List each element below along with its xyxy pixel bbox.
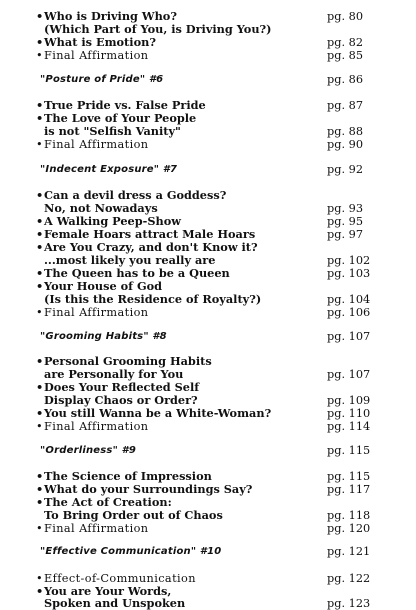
entry-page: pg. 115 xyxy=(327,470,371,483)
entry-text: • True Pride vs. False Pride xyxy=(36,99,206,112)
entry-text: • Personal Grooming Habits xyxy=(36,355,212,368)
section-heading: "Indecent Exposure" #7 xyxy=(40,164,178,175)
entry-text: • The Act of Creation: xyxy=(36,496,172,509)
toc-entry xyxy=(36,420,398,433)
toc-entry xyxy=(36,597,398,610)
entry-text: To Bring Order out of Chaos xyxy=(44,508,223,522)
entry-page: pg. 109 xyxy=(327,394,371,407)
section-heading: "Grooming Habits" #8 xyxy=(40,331,167,342)
entry-page: pg. 114 xyxy=(327,420,371,433)
toc-entry xyxy=(36,36,398,49)
entry-page: pg. 93 xyxy=(327,202,364,215)
entry-text: • Final Affirmation xyxy=(36,522,148,535)
entry-page: pg. 102 xyxy=(327,254,371,267)
entry-text: • A Walking Peep-Show xyxy=(36,215,181,228)
toc-entry xyxy=(36,407,398,420)
section-heading: "Effective Communication" #10 xyxy=(40,546,222,557)
entry-page: pg. 120 xyxy=(327,522,371,535)
entry-text: • Final Affirmation xyxy=(36,420,148,433)
toc-entry xyxy=(36,522,398,535)
entry-text: • Final Affirmation xyxy=(36,49,148,62)
entry-text: • Final Affirmation xyxy=(36,306,148,319)
entry-text: • You are Your Words, xyxy=(36,585,171,598)
entry-text: • You still Wanna be a White-Woman? xyxy=(36,407,271,420)
entry-text: • What is Emotion? xyxy=(36,36,156,49)
toc-entry xyxy=(36,49,398,62)
entry-text: Spoken and Unspoken xyxy=(44,596,186,610)
entry-page: pg. 117 xyxy=(327,483,371,496)
entry-text: (Which Part of You, is Driving You?) xyxy=(44,22,272,36)
entry-page: pg. 80 xyxy=(327,10,364,23)
entry-page: pg. 85 xyxy=(327,49,364,62)
toc-entry xyxy=(36,125,398,138)
entry-text: is not "Selfish Vanity" xyxy=(44,124,181,138)
section-heading-page: pg. 92 xyxy=(327,163,364,176)
entry-text: • Your House of God xyxy=(36,280,162,293)
entry-page: pg. 122 xyxy=(327,572,371,585)
entry-text: ...most likely you really are xyxy=(44,253,216,267)
entry-text: (Is this the Residence of Royalty?) xyxy=(44,292,262,306)
entry-page: pg. 88 xyxy=(327,125,364,138)
entry-page: pg. 82 xyxy=(327,36,364,49)
section-heading: "Posture of Pride" #6 xyxy=(40,74,164,85)
toc-entry xyxy=(36,293,398,306)
entry-text: • Are You Crazy, and don't Know it? xyxy=(36,241,258,254)
entry-page: pg. 95 xyxy=(327,215,364,228)
entry-page: pg. 97 xyxy=(327,228,364,241)
entry-page: pg. 90 xyxy=(327,138,364,151)
entry-text: • Who is Driving Who? xyxy=(36,10,177,23)
entry-text: • Can a devil dress a Goddess? xyxy=(36,189,226,202)
section-heading: "Orderliness" #9 xyxy=(40,445,136,456)
entry-page: pg. 123 xyxy=(327,597,371,610)
entry-text: are Personally for You xyxy=(44,367,184,381)
entry-page: pg. 118 xyxy=(327,509,371,522)
entry-text: Display Chaos or Order? xyxy=(44,393,198,407)
section-heading-page: pg. 115 xyxy=(327,444,371,457)
entry-text: • Female Hoars attract Male Hoars xyxy=(36,228,255,241)
entry-page: pg. 106 xyxy=(327,306,371,319)
section-heading-page: pg. 107 xyxy=(327,330,371,343)
section-heading-page: pg. 86 xyxy=(327,73,364,86)
toc-entry xyxy=(36,138,398,151)
entry-text: No, not Nowadays xyxy=(44,201,158,215)
entry-text: • What do your Surroundings Say? xyxy=(36,483,252,496)
section-heading-page: pg. 121 xyxy=(327,545,371,558)
entry-text: • The Science of Impression xyxy=(36,470,212,483)
entry-text: • Effect-of-Communication xyxy=(36,572,196,585)
toc-entry xyxy=(36,306,398,319)
entry-text: • The Love of Your People xyxy=(36,112,196,125)
entry-text: • Final Affirmation xyxy=(36,138,148,151)
entry-text: • The Queen has to be a Queen xyxy=(36,267,230,280)
entry-page: pg. 104 xyxy=(327,293,371,306)
entry-text: • Does Your Reflected Self xyxy=(36,381,199,394)
entry-page: pg. 87 xyxy=(327,99,364,112)
entry-page: pg. 103 xyxy=(327,267,371,280)
toc-entry xyxy=(36,509,398,522)
entry-page: pg. 107 xyxy=(327,368,371,381)
entry-page: pg. 110 xyxy=(327,407,371,420)
